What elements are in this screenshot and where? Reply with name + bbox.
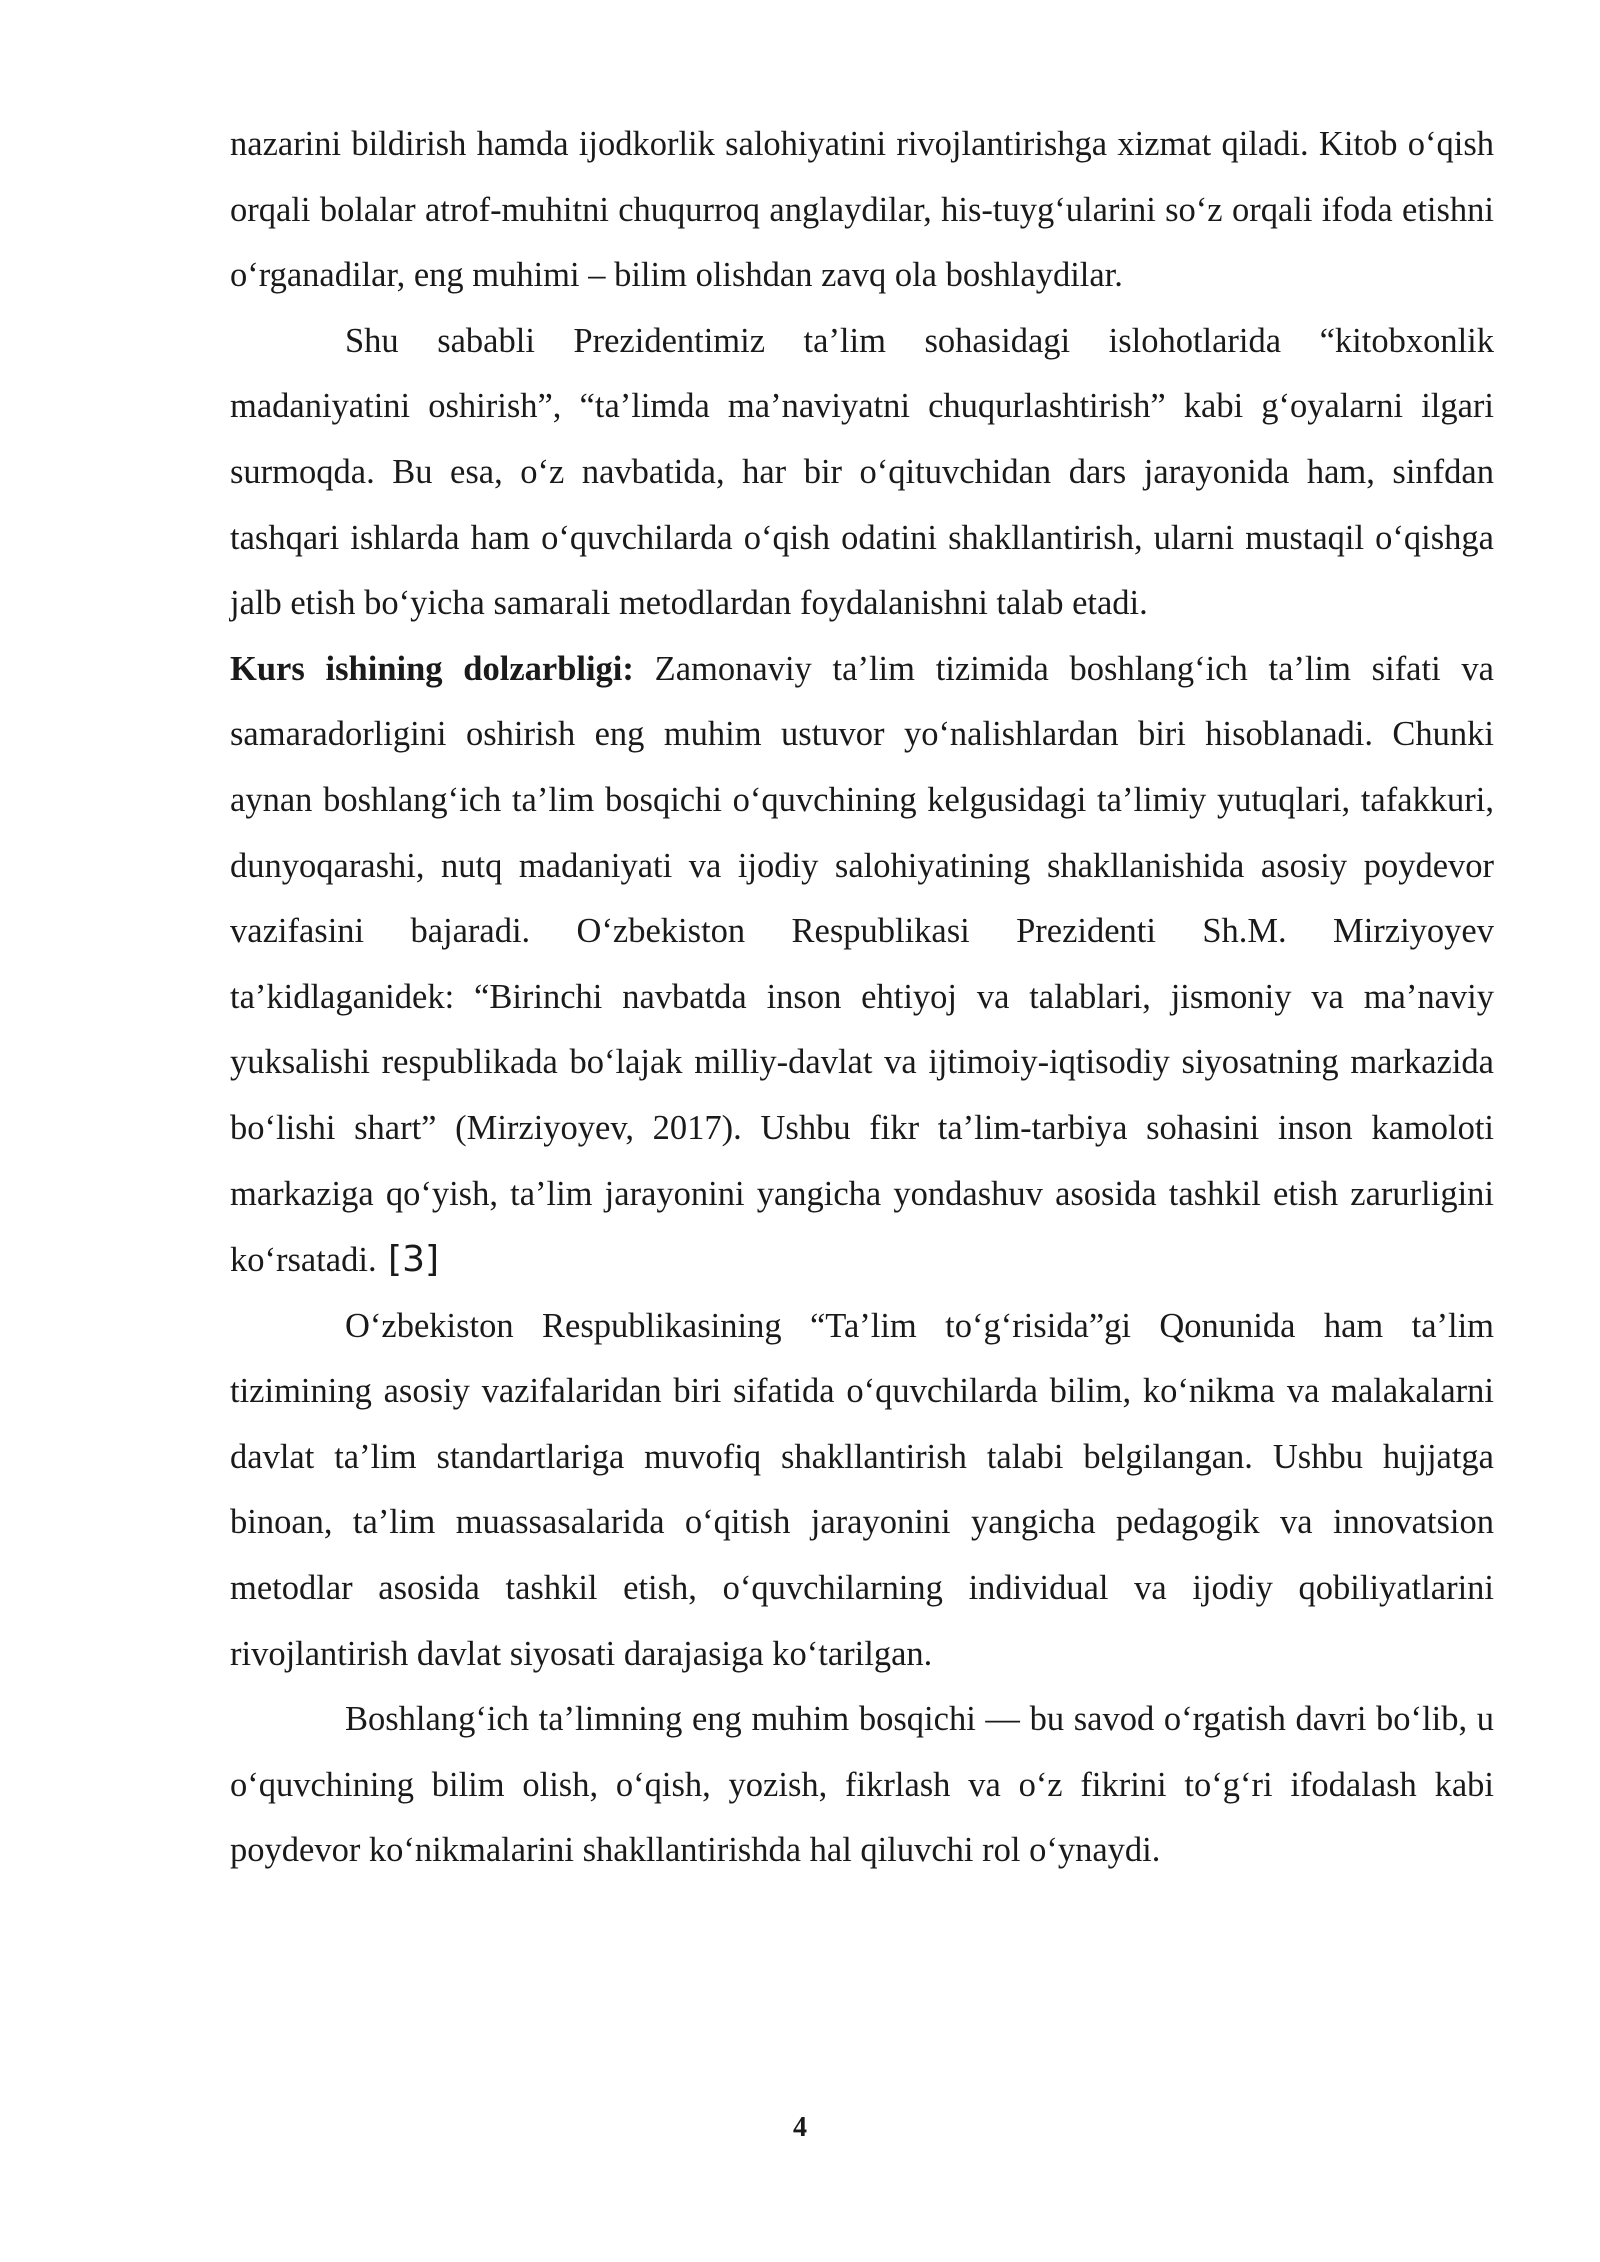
page-number: 4	[793, 2112, 807, 2143]
paragraph-text: Shu sababli Prezidentimiz ta’lim sohasidagi islohotlarida “kitobxonlik madaniyatini oshirish”, “ta’limda ma’naviyatni chuqurlashtirish” kabi gʻoyalarni ilgari surmoqda. Bu esa, oʻz navbatida, har bir oʻqituvchidan dars jarayonida ham, sinfdan tashqari ishlarda ham oʻquvchilarda oʻqish odatini shakllantirish, ularni mustaqil oʻqishga jalb etish boʻyicha samarali metodlardan foydalanishni talab etadi.	[230, 321, 1494, 623]
paragraph-text: Oʻzbekiston Respublikasining “Ta’lim toʻgʻrisida”gi Qonunida ham ta’lim tizimining asosiy vazifalaridan biri sifatida oʻquvchilarda bilim, koʻnikma va malakalarni davlat ta’lim standartlariga muvofiq shakllantirish talabi belgilangan. Ushbu hujjatga binoan, ta’lim muassasalarida oʻqitish jarayonini yangicha pedagogik va innovatsion metodlar asosida tashkil etish, oʻquvchilarning individual va ijodiy qobiliyatlarini rivojlantirish davlat siyosati darajasiga koʻtarilgan.	[230, 1306, 1494, 1673]
citation-reference: [3]	[376, 1239, 440, 1281]
paragraph-dolzarblik	[230, 637, 1494, 1294]
paragraph-text: nazarini bildirish hamda ijodkorlik salohiyatini rivojlantirishga xizmat qiladi. Kitob oʻqish orqali bolalar atrof-muhitni chuqurroq anglaydilar, his-tuygʻularini soʻz orqali ifoda etishni oʻrganadilar, eng muhimi – bilim olishdan zavq ola boshlaydilar.	[230, 125, 1494, 295]
paragraph-kitobxonlik	[230, 309, 1494, 637]
section-heading-label: Kurs ishining dolzarbligi:	[230, 649, 634, 688]
paragraph-savod	[230, 1687, 1494, 1884]
paragraph-text: Boshlangʻich ta’limning eng muhim bosqichi — bu savod oʻrgatish davri boʻlib, u oʻquvchining bilim olish, oʻqish, yozish, fikrlash va oʻz fikrini toʻgʻri ifodalash kabi poydevor koʻnikmalarini shakllantirishda hal qiluvchi rol oʻynaydi.	[230, 1700, 1494, 1870]
paragraph-text: Zamonaviy ta’lim tizimida boshlangʻich ta’lim sifati va samaradorligini oshirish eng muhim ustuvor yoʻnalishlardan biri hisoblanadi. Chunki aynan boshlangʻich ta’lim bosqichi oʻquvchining kelgusidagi ta’limiy yutuqlari, tafakkuri, dunyoqarashi, nutq madaniyati va ijodiy salohiyatining shakllanishida asosiy poydevor vazifasini bajaradi. Oʻzbekiston Respublikasi Prezidenti Sh.M. Mirziyoyev ta’kidlaganidek: “Birinchi navbatda inson ehtiyoj va talablari, jismoniy va ma’naviy yuksalishi respublikada boʻlajak milliy-davlat va ijtimoiy-iqtisodiy siyosatning markazida boʻlishi shart” (Mirziyoyev, 2017). Ushbu fikr ta’lim-tarbiya sohasini inson kamoloti markaziga qoʻyish, ta’lim jarayonini yangicha yondashuv asosida tashkil etish zarurligini koʻrsatadi.	[230, 649, 1494, 1280]
body-text	[230, 112, 1494, 1884]
paragraph-continuation	[230, 112, 1494, 309]
paragraph-qonun	[230, 1294, 1494, 1688]
